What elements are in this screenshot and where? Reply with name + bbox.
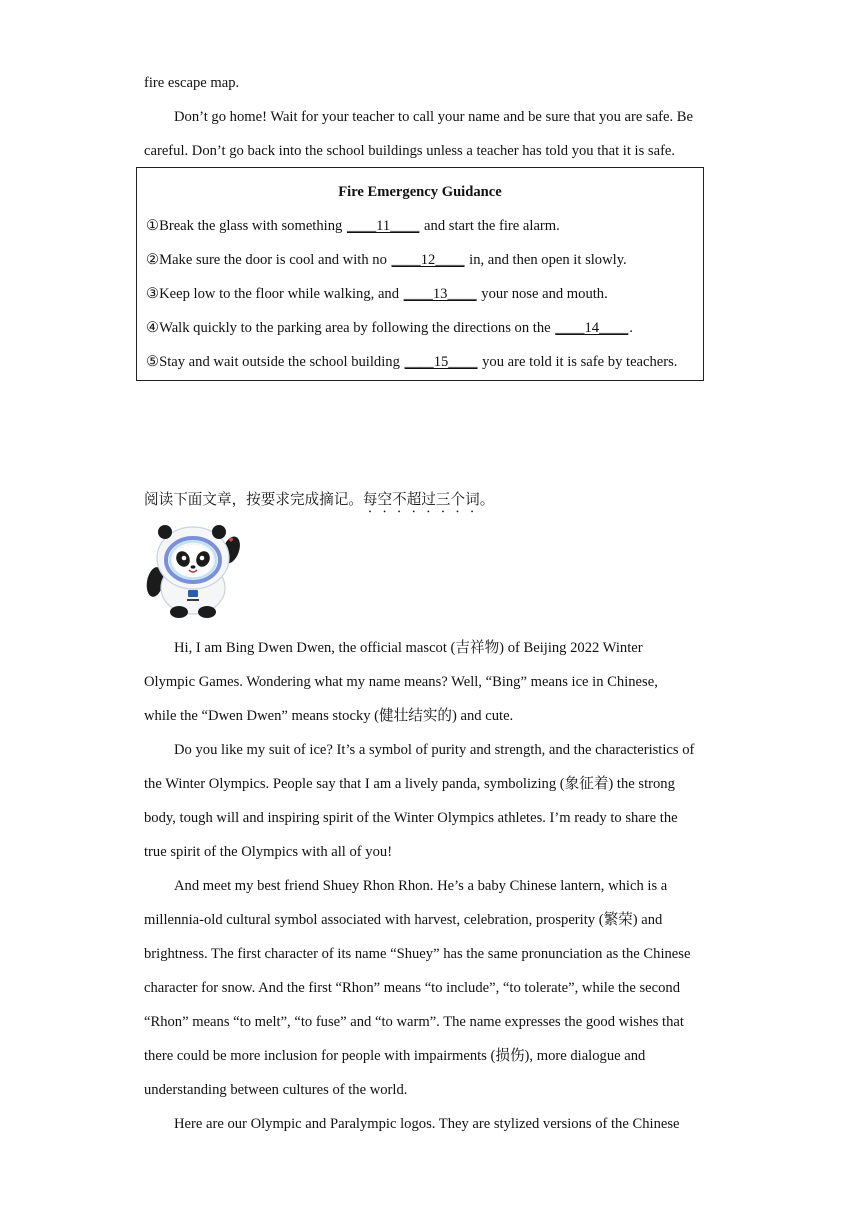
item-text: Break the glass with something	[159, 218, 346, 234]
passage-line: fire escape map.	[144, 75, 240, 91]
item-marker: ①	[146, 218, 160, 234]
article-line: character for snow. And the first “Rhon” means “to include”, “to tolerate”, while the second	[144, 980, 680, 996]
article-line: true spirit of the Olympics with all of you!	[144, 844, 393, 860]
item-text: and start the fire alarm.	[420, 218, 560, 234]
instruction-emphasis: 每空不超过三个词	[362, 492, 480, 508]
instruction-suffix: 。	[479, 492, 495, 508]
passage-line: Don’t go home! Wait for your teacher to call your name and be sure that you are safe. Be	[174, 109, 694, 125]
article-line: body, tough will and inspiring spirit of the Winter Olympics athletes. I’m ready to share the	[144, 810, 678, 826]
guidance-item-11	[146, 216, 560, 236]
article-line: the Winter Olympics. People say that I am a lively panda, symbolizing (象征着) the strong	[144, 776, 675, 792]
article-line: Here are our Olympic and Paralympic logos. They are stylized versions of the Chinese	[174, 1116, 680, 1132]
guidance-title: Fire Emergency Guidance	[338, 184, 502, 200]
item-marker: ⑤	[146, 354, 160, 370]
item-marker: ④	[146, 320, 160, 336]
item-text: your nose and mouth.	[477, 286, 608, 302]
item-text: in, and then open it slowly.	[465, 252, 627, 268]
item-marker: ②	[146, 252, 160, 268]
article-line: Hi, I am Bing Dwen Dwen, the official mascot (吉祥物) of Beijing 2022 Winter	[174, 640, 643, 656]
article-line: And meet my best friend Shuey Rhon Rhon. He’s a baby Chinese lantern, which is a	[174, 878, 668, 894]
article-line: millennia-old cultural symbol associated with harvest, celebration, prosperity (繁荣) and	[144, 912, 663, 928]
guidance-item-15	[146, 352, 677, 372]
article-line: while the “Dwen Dwen” means stocky (健壮结实的) and cute.	[144, 708, 514, 724]
article-line: understanding between cultures of the world.	[144, 1082, 408, 1098]
blank-13[interactable]: ____13____	[403, 286, 477, 302]
blank-12[interactable]: ____12____	[391, 252, 465, 268]
article-line: “Rhon” means “to melt”, “to fuse” and “to warm”. The name expresses the good wishes that	[144, 1014, 684, 1030]
article-line: Do you like my suit of ice? It’s a symbol of purity and strength, and the characteristics of	[174, 742, 695, 758]
article-line: there could be more inclusion for people with impairments (损伤), more dialogue and	[144, 1048, 646, 1064]
item-text: Keep low to the floor while walking, and	[159, 286, 403, 302]
bing-dwen-dwen-mascot-image	[143, 524, 243, 620]
blank-14[interactable]: ____14____	[555, 320, 629, 336]
item-text: Stay and wait outside the school building	[159, 354, 404, 370]
guidance-item-12	[146, 250, 627, 270]
instruction-prefix: 阅读下面文章，按要求完成摘记。	[144, 492, 363, 508]
guidance-item-13	[146, 284, 608, 304]
item-marker: ③	[146, 286, 160, 302]
instruction	[144, 490, 494, 516]
blank-15[interactable]: ____15____	[404, 354, 478, 370]
item-text: Make sure the door is cool and with no	[159, 252, 391, 268]
blank-11[interactable]: ____11____	[346, 218, 420, 234]
passage-line: careful. Don’t go back into the school buildings unless a teacher has told you that it is safe.	[144, 143, 676, 159]
item-text: .	[629, 320, 633, 336]
article-line: brightness. The first character of its name “Shuey” has the same pronunciation as the Chinese	[144, 946, 691, 962]
guidance-box	[136, 167, 704, 381]
article-line: Olympic Games. Wondering what my name means? Well, “Bing” means ice in Chinese,	[144, 674, 658, 690]
item-text: Walk quickly to the parking area by following the directions on the	[159, 320, 555, 336]
guidance-item-14	[146, 318, 633, 338]
item-text: you are told it is safe by teachers.	[478, 354, 678, 370]
